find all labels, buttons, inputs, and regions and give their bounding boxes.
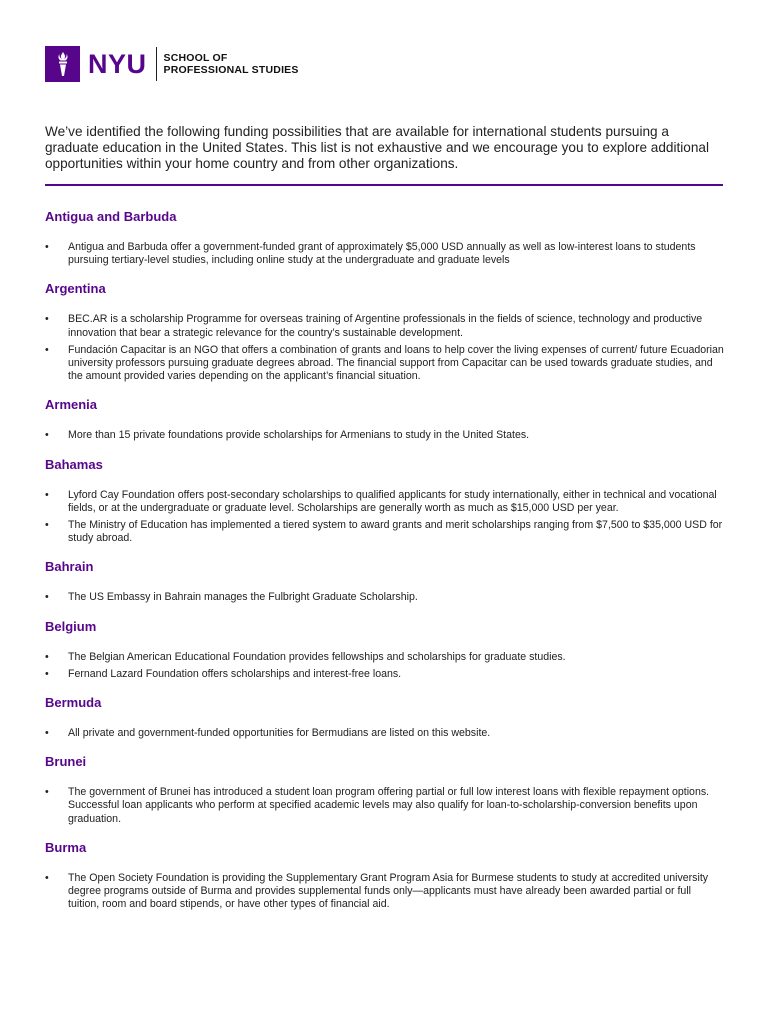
funding-bullet-item: • The government of Brunei has introduced a student loan program offering partial or full low interest loans with flexible repayment options. Successful loan applicants who perform at specified academic levels may also qualify for loan-to-scholarship-conversion benefits upon graduation. [45,786,725,826]
funding-bullet-item: • Fernand Lazard Foundation offers scholarships and interest-free loans. [45,668,725,681]
country-heading: Bermuda [45,695,102,711]
school-name-line2: PROFESSIONAL STUDIES [163,64,299,76]
country-section [45,559,725,604]
country-heading: Argentina [45,281,106,297]
funding-bullet-list [45,429,725,442]
country-heading: Bahamas [45,456,103,472]
country-section [45,695,725,740]
country-section [45,619,725,681]
country-section [45,840,725,912]
country-heading: Belgium [45,618,97,634]
country-heading: Bahrain [45,559,94,575]
intro-paragraph: We’ve identified the following funding possibilities that are available for international students pursuing a graduate education in the United States. This list is not exhaustive and we encourage you to explore additional opportunities within your home country and from other organizations. [45,124,710,171]
funding-bullet-item: • Lyford Cay Foundation offers post-secondary scholarships to qualified applicants for study internationally, either in technical and vocational fields, or at the undergraduate or graduate level. Scholarships are generally worth as much as $15,000 USD per year. [45,489,725,515]
section-divider [45,184,723,186]
funding-bullet-list [45,786,725,826]
country-section [45,457,725,546]
funding-bullet-list [45,489,725,546]
funding-bullet-list [45,591,725,604]
funding-bullet-item: • The Belgian American Educational Foundation provides fellowships and scholarships for graduate studies. [45,651,725,664]
funding-bullet-list [45,313,725,383]
country-heading: Brunei [45,754,87,770]
funding-bullet-list [45,241,725,267]
logo-wordmark: NYU [88,49,147,79]
country-section [45,281,725,383]
country-section [45,209,725,267]
funding-bullet-item: • Antigua and Barbuda offer a government-funded grant of approximately $5,000 USD annually as well as low-interest loans to students pursuing tertiary-level studies, including online study at the undergraduate and graduate levels [45,241,725,267]
header [45,46,299,82]
school-name-line1: SCHOOL OF [163,52,228,64]
funding-bullet-item: • More than 15 private foundations provide scholarships for Armenians to study in the United States. [45,429,725,442]
school-name [164,52,299,76]
funding-bullet-item: • The Open Society Foundation is providing the Supplementary Grant Program Asia for Burmese students to study at accredited university degree programs outside of Burma and provides supplemental funds only—applicants must have already been awarded partial or full tuition, room and board stipends, or have other types of financial aid. [45,872,725,912]
country-heading: Antigua and Barbuda [45,209,177,224]
funding-bullet-item: • The Ministry of Education has implemented a tiered system to award grants and merit scholarships ranging from $7,500 to $35,000 USD for study abroad. [45,519,725,545]
country-heading: Armenia [45,397,98,413]
torch-icon [45,46,80,82]
funding-bullet-list [45,727,725,740]
country-section [45,397,725,442]
funding-bullet-item: • Fundación Capacitar is an NGO that offers a combination of grants and loans to help cover the living expenses of current/ future Ecuadorian university professors pursuing graduate degrees abroad. The financial support from Capacitar can be used towards graduate studies, and the amount provided varies depending on the applicant’s financial situation. [45,344,725,384]
country-section [45,754,725,826]
country-heading: Burma [45,839,87,855]
funding-bullet-item: • All private and government-funded opportunities for Bermudians are listed on this website. [45,727,725,740]
logo-divider [156,47,157,81]
funding-list [45,209,725,925]
funding-bullet-item: • The US Embassy in Bahrain manages the Fulbright Graduate Scholarship. [45,591,725,604]
funding-bullet-list [45,651,725,681]
funding-bullet-list [45,872,725,912]
funding-bullet-item: • BEC.AR is a scholarship Programme for overseas training of Argentine professionals in the fields of science, technology and productive innovation that bear a strategic relevance for the country’s sustainable development. [45,313,725,339]
